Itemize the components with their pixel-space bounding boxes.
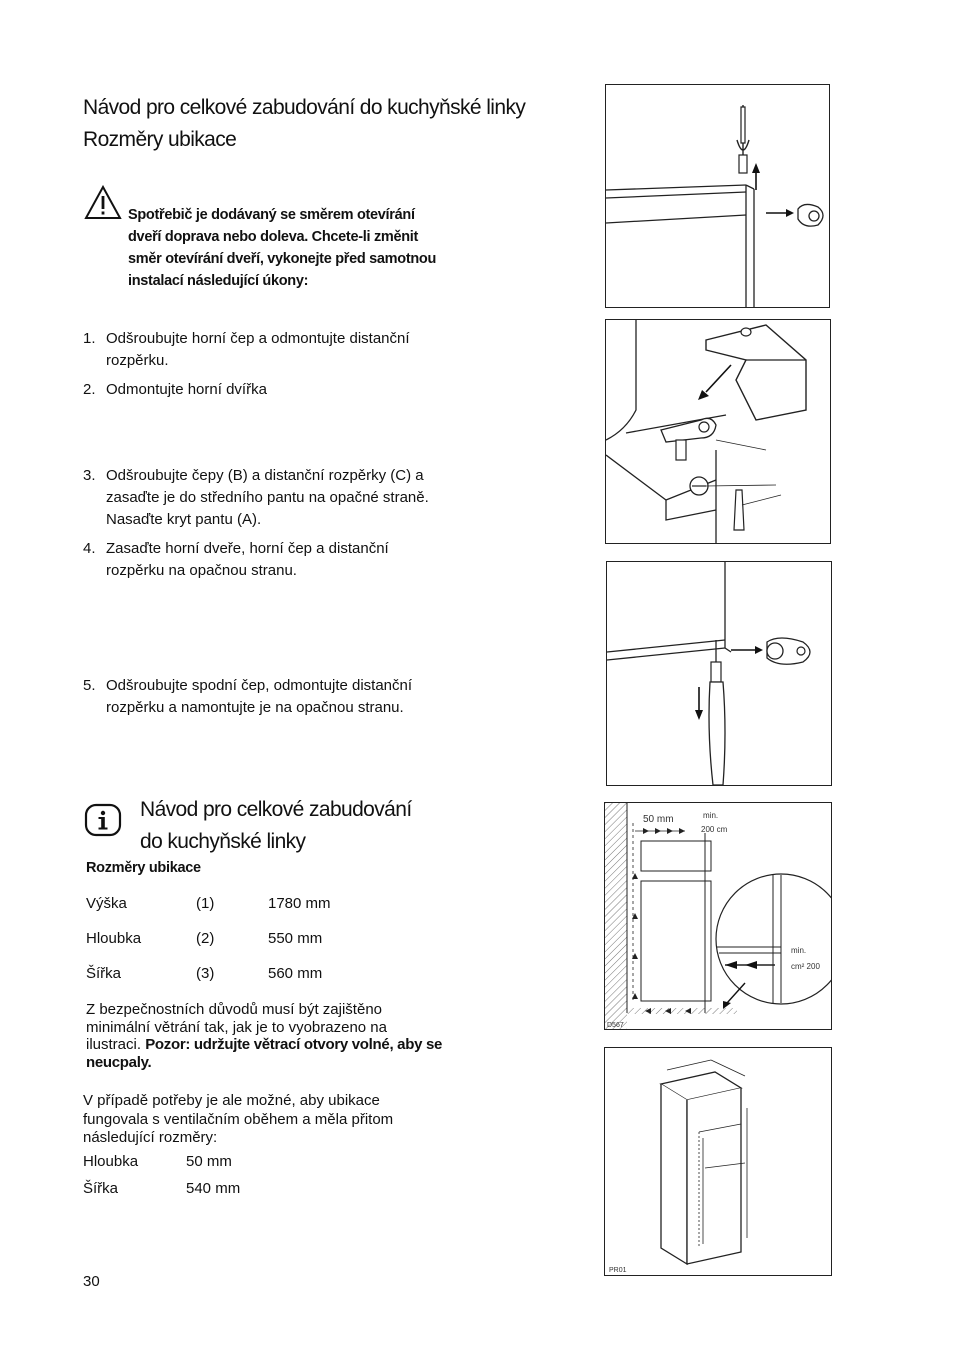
- vent-value: 540 mm: [186, 1180, 241, 1197]
- info-icon: [84, 803, 122, 842]
- warning-text: [128, 204, 436, 292]
- figure-bottom-hinge: [606, 561, 832, 786]
- warning-line: Spotřebič je dodávaný se směrem otevírání: [128, 207, 415, 223]
- dim-label: Výška: [86, 895, 127, 912]
- step-number: 4.: [83, 540, 96, 557]
- dim-label: Šířka: [86, 965, 122, 982]
- min-side-label: min.: [791, 946, 807, 955]
- info-title-line: Návod pro celkové zabudování: [140, 798, 412, 821]
- step-line: Odmontujte horní dvířka: [106, 381, 267, 398]
- area-top-label: 200 cm: [701, 825, 728, 834]
- safety-warning: neucpaly.: [86, 1053, 152, 1071]
- figure-ventilation: [604, 802, 832, 1030]
- safety-line: Z bezpečnostních důvodů musí být zajištěno: [86, 1001, 383, 1018]
- ventilation-line: fungovala s ventilačním oběhem a měla přitom: [83, 1110, 394, 1128]
- figure-code: PR01: [609, 1267, 627, 1274]
- step-number: 1.: [83, 330, 96, 347]
- safety-paragraph: [86, 1001, 442, 1071]
- info-title: [140, 794, 412, 858]
- safety-warning: Pozor: udržujte větrací otvory volné, aby se: [145, 1036, 443, 1053]
- ventilation-paragraph: [83, 1092, 393, 1148]
- warning-line: směr otevírání dveří, vykonejte před samotnou: [128, 251, 437, 267]
- ventilation-line: následující rozměry:: [83, 1129, 218, 1146]
- step-number: 2.: [83, 381, 96, 398]
- step-line: Odšroubujte spodní čep, odmontujte distanční: [106, 677, 413, 694]
- step-line: Nasaďte kryt pantu (A).: [106, 511, 262, 528]
- vent-label: Šířka: [83, 1180, 119, 1197]
- page-number: 30: [83, 1273, 100, 1290]
- info-subtitle: Rozměry ubikace: [86, 860, 201, 876]
- step-number: 3.: [83, 467, 96, 484]
- warning-triangle-icon: [84, 185, 122, 226]
- safety-plain: ilustraci.: [86, 1036, 146, 1053]
- dim-value: 550 mm: [268, 930, 323, 947]
- min-top-label: min.: [703, 811, 719, 820]
- safety-line: [86, 1036, 442, 1054]
- dim-ref: (2): [196, 930, 215, 947]
- warning-line: instalací následující úkony:: [128, 273, 309, 289]
- dim-50mm-label: 50 mm: [643, 814, 674, 825]
- dim-label: Hloubka: [86, 930, 142, 947]
- dim-ref: (1): [196, 895, 215, 912]
- figure-middle-hinge: [605, 319, 831, 544]
- warning-line: dveří doprava nebo doleva. Chcete-li změnit: [128, 229, 419, 245]
- step-line: Zasaďte horní dveře, horní čep a distanční: [106, 540, 389, 557]
- step-number: 5.: [83, 677, 96, 694]
- step-line: Odšroubujte čepy (B) a distanční rozpěrky (C) a: [106, 467, 424, 484]
- figure-top-hinge: [605, 84, 830, 308]
- ventilation-line: V případě potřeby je ale možné, aby ubikace: [83, 1092, 380, 1109]
- title-line-2: Rozměry ubikace: [83, 128, 237, 151]
- step-line: rozpěrku a namontujte je na opačnou stranu.: [106, 699, 404, 716]
- dim-value: 1780 mm: [268, 895, 331, 912]
- step-line: rozpěrku na opačnou stranu.: [106, 562, 297, 579]
- figure-code: D567: [607, 1022, 624, 1029]
- step-line: Odšroubujte horní čep a odmontujte distanční: [106, 330, 410, 347]
- dim-value: 560 mm: [268, 965, 323, 982]
- dim-ref: (3): [196, 965, 215, 982]
- title-line-1: Návod pro celkové zabudování do kuchyňské linky: [83, 96, 526, 119]
- vent-value: 50 mm: [186, 1153, 232, 1170]
- step-line: rozpěrku.: [106, 352, 169, 369]
- safety-line: minimální větrání tak, jak je to vyobrazeno na: [86, 1018, 387, 1036]
- figure-cabinet: [604, 1047, 832, 1276]
- page-title: [83, 92, 525, 156]
- info-title-line: do kuchyňské linky: [140, 830, 306, 853]
- area-side-label: cm² 200: [791, 962, 820, 971]
- step-line: zasaďte je do středního pantu na opačné straně.: [106, 489, 429, 506]
- vent-label: Hloubka: [83, 1153, 139, 1170]
